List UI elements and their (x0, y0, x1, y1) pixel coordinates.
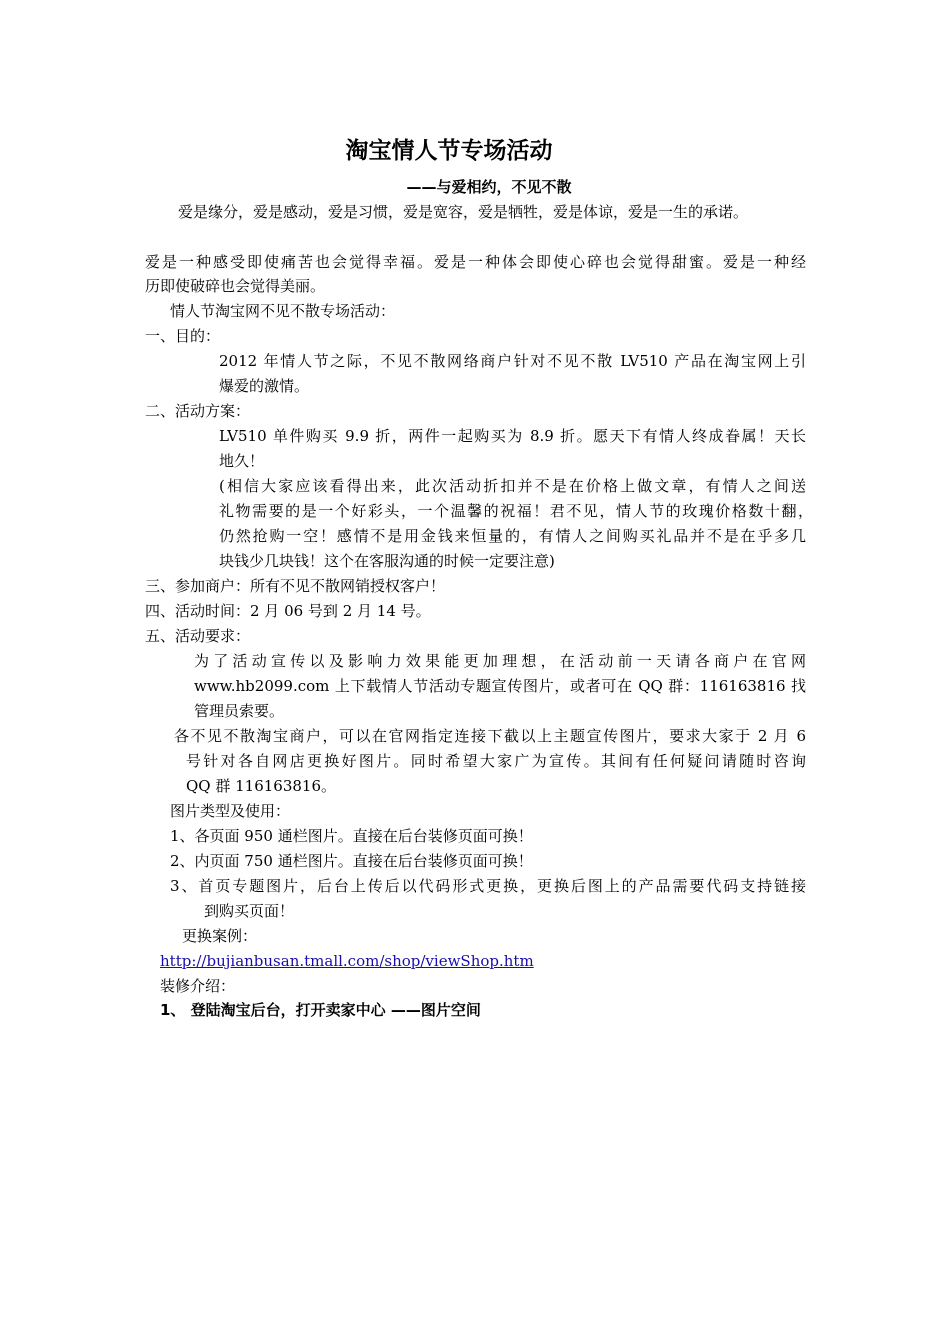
decoration-step-1: 1、 登陆淘宝后台，打开卖家中心 ——图片空间 (160, 1001, 481, 1019)
paragraph-line-1: 爱是一种感受即使痛苦也会觉得幸福。爱是一种体会即使心碎也会觉得甜蜜。爱是一种经 (145, 253, 806, 271)
section-2-line: (相信大家应该看得出来，此次活动折扣并不是在价格上做文章，有情人之间送 (219, 477, 806, 495)
section-1-heading: 一、目的： (145, 327, 221, 345)
section-4-line: 四、活动时间：2 月 06 号到 2 月 14 号。 (145, 602, 431, 620)
picture-type-item: 到购买页面！ (204, 902, 295, 920)
page-title: 淘宝情人节专场活动 (345, 138, 553, 164)
section-5-heading: 五、活动要求： (145, 627, 251, 645)
section-2-line: 仍然抢购一空！感情不是用金钱来恒量的，有情人之间购买礼品并不是在乎多几 (219, 527, 806, 545)
section-1-line: 2012 年情人节之际，不见不散网络商户针对不见不散 LV510 产品在淘宝网上引 (219, 352, 806, 370)
section-1-line: 爆爱的激情。 (219, 377, 310, 395)
section-5-line: QQ 群 116163816。 (186, 777, 337, 795)
section-2-heading: 二、活动方案： (145, 402, 251, 420)
section-2-line: 块钱少几块钱！这个在客服沟通的时候一定要注意) (219, 552, 555, 570)
picture-type-item: 1、各页面 950 通栏图片。直接在后台装修页面可换！ (170, 827, 533, 845)
section-5-line: 各不见不散淘宝商户，可以在官网指定连接下截以上主题宣传图片，要求大家于 2 月 6 (174, 727, 806, 745)
paragraph-line-2: 历即使破碎也会觉得美丽。 (145, 277, 326, 295)
activity-heading: 情人节淘宝网不见不散专场活动： (170, 302, 396, 320)
case-link[interactable]: http://bujianbusan.tmall.com/shop/viewShop.htm (160, 952, 534, 970)
section-5-line: 号针对各自网店更换好图片。同时希望大家广为宣传。其间有任何疑问请随时咨询 (186, 752, 806, 770)
section-2-line: 礼物需要的是一个好彩头，一个温馨的祝福！君不见，情人节的玫瑰价格数十翻， (219, 502, 813, 520)
section-2-line: LV510 单件购买 9.9 折，两件一起购买为 8.9 折。愿天下有情人终成眷属！天长 (219, 427, 806, 445)
picture-type-item: 3、首页专题图片，后台上传后以代码形式更换，更换后图上的产品需要代码支持链接 (170, 877, 806, 895)
section-3-line: 三、参加商户：所有不见不散网销授权客户！ (145, 577, 446, 595)
intro-line: 爱是缘分，爱是感动，爱是习惯，爱是宽容，爱是牺牲，爱是体谅，爱是一生的承诺。 (178, 203, 749, 221)
decoration-heading: 装修介绍： (160, 977, 236, 995)
case-heading: 更换案例： (182, 927, 258, 945)
section-2-line: 地久！ (219, 452, 265, 470)
page-subtitle: ——与爱相约，不见不散 (406, 178, 572, 196)
picture-type-item: 2、内页面 750 通栏图片。直接在后台装修页面可换！ (170, 852, 533, 870)
picture-types-heading: 图片类型及使用： (170, 802, 291, 820)
section-5-line: 管理员索要。 (194, 702, 285, 720)
section-5-line: 为了活动宣传以及影响力效果能更加理想，在活动前一天请各商户在官网 (194, 652, 806, 670)
section-5-line: www.hb2099.com 上下载情人节活动专题宣传图片，或者可在 QQ 群：116163816 找 (194, 677, 806, 695)
